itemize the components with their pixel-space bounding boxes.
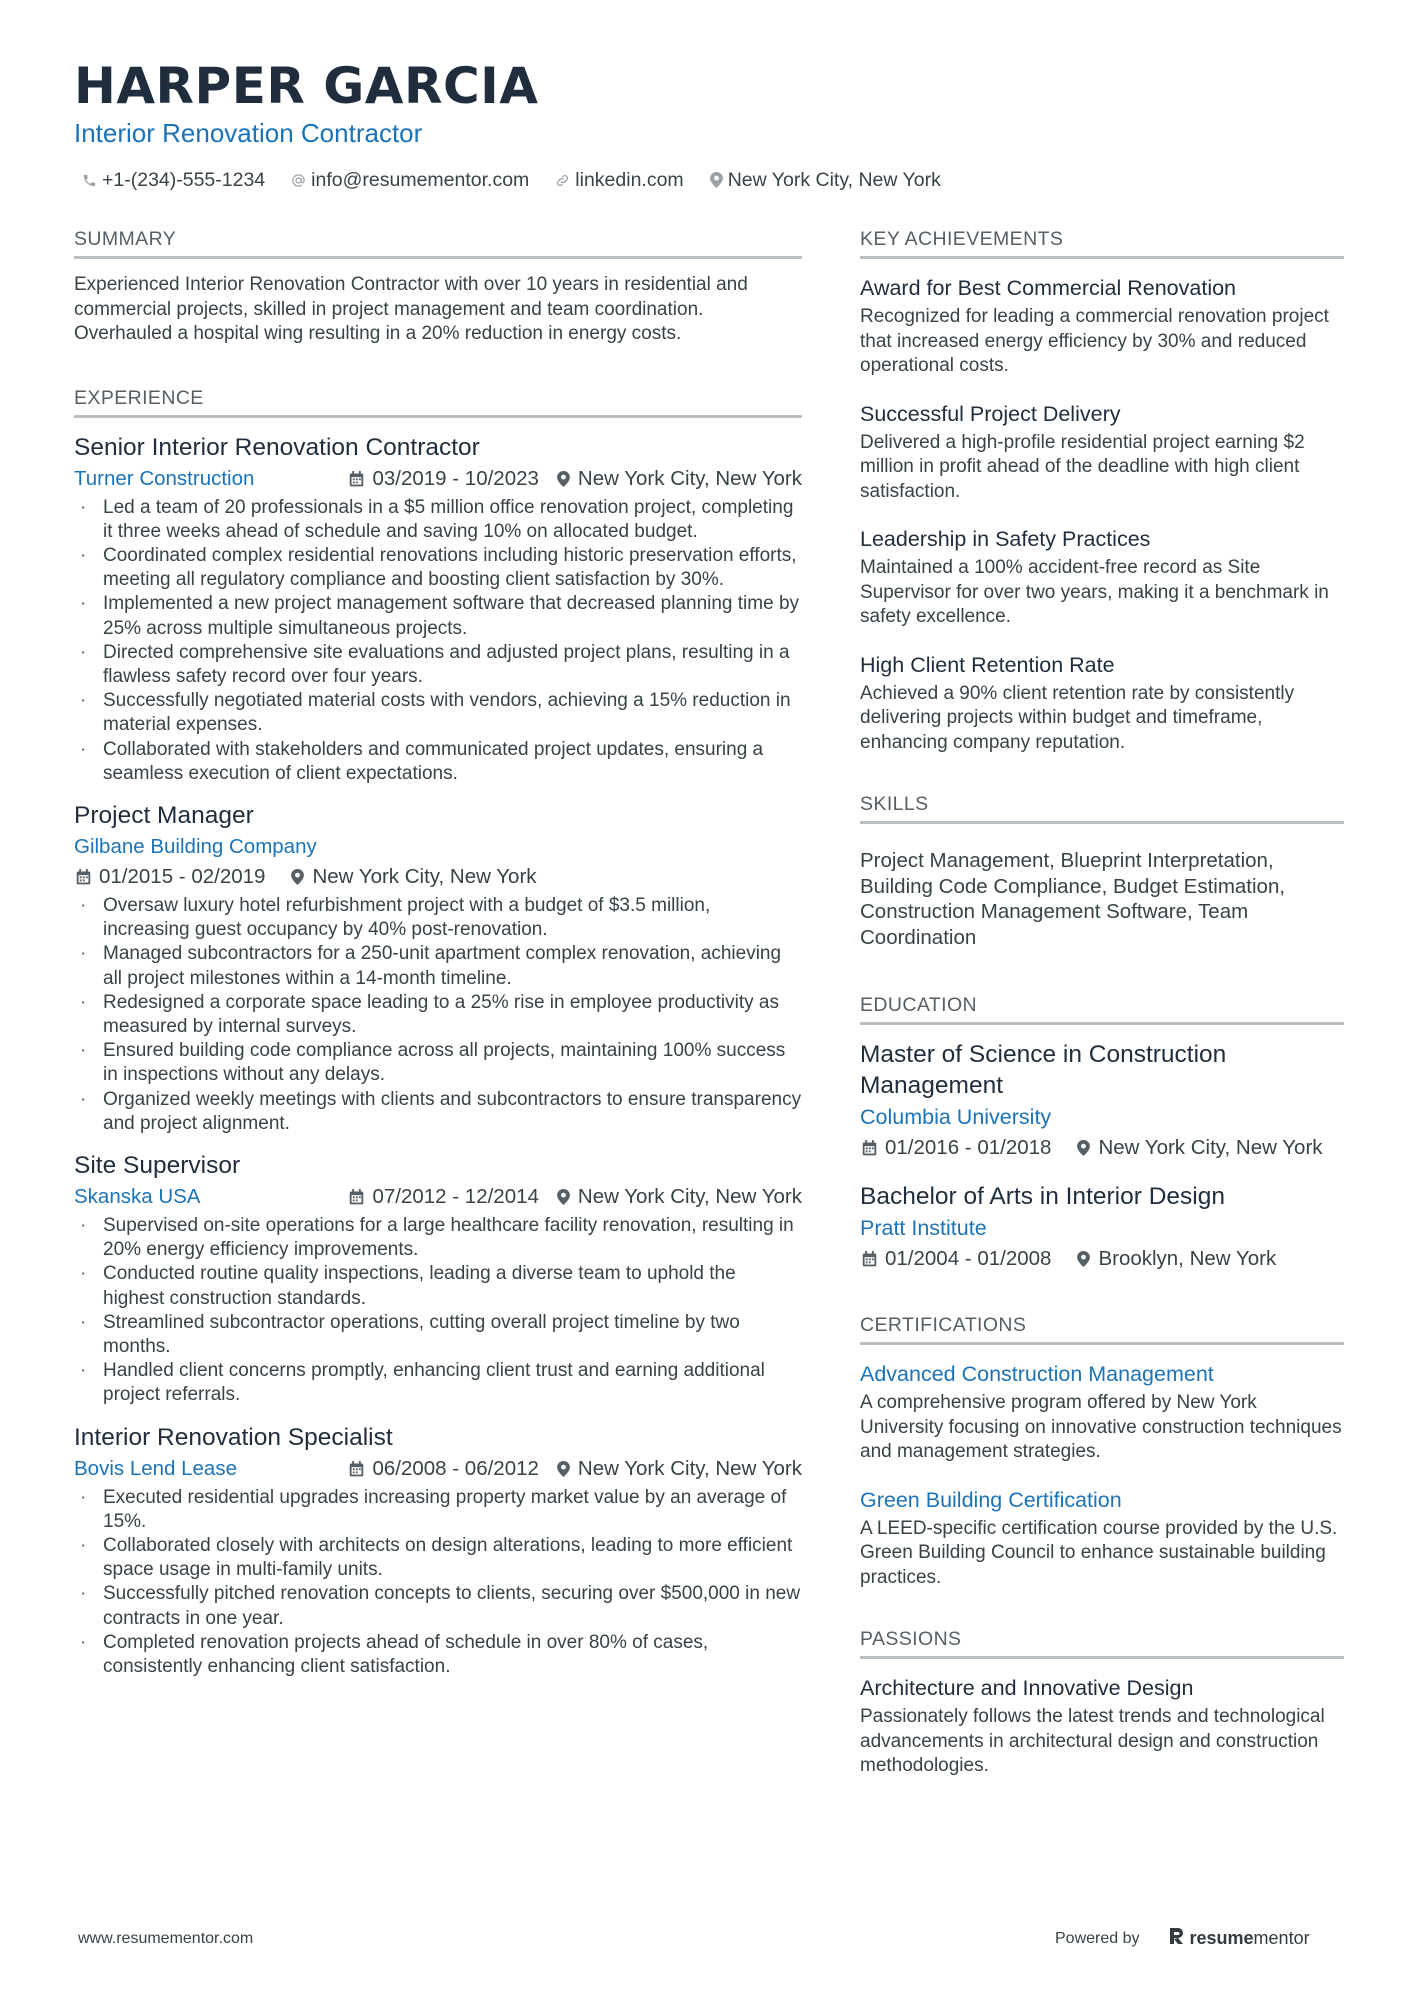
achievement-title: High Client Retention Rate [860, 652, 1115, 677]
certifications-section [860, 1314, 1344, 1590]
passions-heading: PASSIONS [860, 1628, 1344, 1659]
list-item: · Managed subcontractors for a 250-unit apartment complex renovation, achieving all project milestones within a 14-month timeline. [74, 942, 802, 990]
at-icon [291, 173, 306, 188]
calendar-icon [862, 1251, 877, 1267]
education-school: Pratt Institute [860, 1216, 987, 1240]
contact-phone [82, 169, 265, 192]
job-title: Interior Renovation Specialist [74, 1423, 393, 1451]
achievement-text: Recognized for leading a commercial renovation project that increased energy efficiency by 30% and reduced operational costs. [860, 306, 1329, 376]
list-item: · Collaborated with stakeholders and communicated project updates, ensuring a seamless execution of client expectations. [74, 738, 802, 786]
job-entry [74, 432, 802, 786]
job-meta-row [74, 862, 802, 892]
contact-bar [74, 169, 1344, 192]
job-dates-text: 06/2008 - 06/2012 [372, 1456, 539, 1480]
job-meta [74, 464, 802, 494]
calendar-icon [349, 471, 364, 487]
list-item: · Oversaw luxury hotel refurbishment project with a budget of $3.5 million, increasing guest occupancy by 40% post-renovation. [74, 894, 802, 942]
job-entry [74, 800, 802, 1136]
job-company: Skanska USA [74, 1184, 201, 1208]
job-meta [74, 1454, 802, 1484]
contact-email[interactable] [291, 169, 529, 192]
education-location [1077, 1244, 1276, 1274]
job-meta [74, 832, 802, 862]
education-degree: Bachelor of Arts in Interior Design [860, 1183, 1225, 1210]
right-column [860, 228, 1344, 1799]
job-bullets [74, 496, 802, 786]
education-section [860, 994, 1344, 1274]
brand-bold: resume [1189, 1928, 1254, 1948]
list-item: · Successfully negotiated material costs with vendors, achieving a 15% reduction in material expenses. [74, 689, 802, 737]
job-meta [74, 1182, 802, 1212]
job-company: Gilbane Building Company [74, 834, 317, 858]
education-heading: EDUCATION [860, 994, 1344, 1025]
certification-text: A LEED-specific certification course provided by the U.S. Green Building Council to enhance sustainable building practices. [860, 1517, 1338, 1588]
job-title: Site Supervisor [74, 1151, 241, 1179]
calendar-icon [349, 1461, 364, 1477]
email-text[interactable]: info@resumementor.com [311, 168, 530, 191]
resumementor-logo-icon [1168, 1926, 1186, 1951]
education-item [860, 1181, 1344, 1274]
contact-location [710, 169, 941, 192]
education-meta [860, 1133, 1344, 1163]
job-bullets [74, 1486, 802, 1680]
list-item: · Handled client concerns promptly, enhancing client trust and earning additional project referrals. [74, 1359, 802, 1407]
education-degree: Master of Science in Construction Management [860, 1041, 1227, 1099]
job-location-text: New York City, New York [577, 1456, 802, 1480]
candidate-role: Interior Renovation Contractor [74, 117, 423, 148]
education-location-text: New York City, New York [1098, 1136, 1323, 1159]
achievement-item [860, 650, 1344, 756]
job-location [557, 1182, 802, 1212]
map-pin-icon [557, 1189, 570, 1205]
certification-text: A comprehensive program offered by New York University focusing on innovative construction techniques and management strategies. [860, 1392, 1342, 1462]
list-item: · Completed renovation projects ahead of schedule in over 80% of cases, consistently enhancing client satisfaction. [74, 1631, 802, 1679]
summary-text: Experienced Interior Renovation Contractor with over 10 years in residential and commercial projects, skilled in project management and team coordination. Overhauled a hospital wing resulting in a 20% reduction in energy costs. [74, 274, 748, 344]
phone-icon [82, 173, 97, 188]
education-dates-text: 01/2004 - 01/2008 [885, 1247, 1052, 1270]
education-location [1077, 1133, 1322, 1163]
job-location-text: New York City, New York [577, 1184, 802, 1208]
list-item: · Led a team of 20 professionals in a $5 million office renovation project, completing it three weeks ahead of schedule and saving 10% on allocated budget. [74, 496, 802, 544]
job-entry [74, 1150, 802, 1408]
skills-text: Project Management, Blueprint Interpretation, Building Code Compliance, Budget Estimation, Construction Management Software, Team Coordination [860, 849, 1286, 949]
job-dates [349, 1182, 538, 1212]
candidate-name: HARPER GARCIA [74, 57, 539, 115]
education-item [860, 1039, 1344, 1163]
job-location [557, 1454, 802, 1484]
achievement-item [860, 399, 1344, 505]
achievement-title: Successful Project Delivery [860, 401, 1121, 426]
achievements-section [860, 228, 1344, 755]
linkedin-text[interactable]: linkedin.com [575, 168, 684, 191]
brand-logo[interactable] [1168, 1926, 1310, 1951]
passion-title: Architecture and Innovative Design [860, 1676, 1194, 1700]
job-dates-text: 03/2019 - 10/2023 [372, 466, 539, 490]
achievement-title: Leadership in Safety Practices [860, 527, 1151, 551]
map-pin-icon [291, 869, 304, 885]
list-item: · Conducted routine quality inspections, leading a diverse team to uphold the highest construction standards. [74, 1262, 802, 1310]
resume-header [74, 58, 1344, 192]
list-item: · Organized weekly meetings with clients and subcontractors to ensure transparency and project alignment. [74, 1088, 802, 1136]
job-location-text: New York City, New York [577, 466, 802, 490]
education-dates [862, 1133, 1051, 1163]
education-meta [860, 1244, 1344, 1274]
passions-section [860, 1628, 1344, 1779]
phone-text: +1-(234)-555-1234 [102, 168, 266, 191]
certification-title: Advanced Construction Management [860, 1362, 1214, 1386]
list-item: · Ensured building code compliance across all projects, maintaining 100% success in inspections without any delays. [74, 1039, 802, 1087]
link-icon [555, 173, 570, 188]
achievements-heading: KEY ACHIEVEMENTS [860, 228, 1344, 259]
list-item: · Implemented a new project management software that decreased planning time by 25% across multiple simultaneous projects. [74, 592, 802, 640]
achievement-text: Achieved a 90% client retention rate by consistently delivering projects within budget and timeframe, enhancing company reputation. [860, 682, 1295, 753]
certifications-heading: CERTIFICATIONS [860, 1314, 1344, 1345]
passion-text: Passionately follows the latest trends and technological advancements in architectural design and construction methodologies. [860, 1706, 1325, 1776]
summary-section [74, 228, 802, 347]
map-pin-icon [710, 172, 723, 188]
skills-section [860, 793, 1344, 950]
map-pin-icon [557, 1461, 570, 1477]
map-pin-icon [557, 471, 570, 487]
achievement-item [860, 524, 1344, 630]
experience-section [74, 387, 802, 1680]
experience-heading: EXPERIENCE [74, 387, 802, 418]
summary-heading: SUMMARY [74, 228, 802, 259]
job-dates [76, 862, 265, 892]
list-item: · Redesigned a corporate space leading to a 25% rise in employee productivity as measured by internal surveys. [74, 991, 802, 1039]
certification-item [860, 1359, 1344, 1465]
map-pin-icon [1077, 1140, 1090, 1156]
list-item: · Coordinated complex residential renovations including historic preservation efforts, meeting all regulatory compliance and boosting client satisfaction by 30%. [74, 544, 802, 592]
calendar-icon [862, 1140, 877, 1156]
job-location [291, 862, 536, 892]
job-company: Turner Construction [74, 466, 255, 490]
job-location [557, 464, 802, 494]
passion-item [860, 1673, 1344, 1779]
education-location-text: Brooklyn, New York [1098, 1247, 1277, 1270]
list-item: · Streamlined subcontractor operations, cutting overall project timeline by two months. [74, 1311, 802, 1359]
achievement-item [860, 273, 1344, 379]
left-column [74, 228, 802, 1679]
job-company: Bovis Lend Lease [74, 1456, 237, 1480]
contact-linkedin[interactable] [555, 169, 683, 192]
job-dates [349, 1454, 538, 1484]
achievement-title: Award for Best Commercial Renovation [860, 276, 1237, 300]
list-item: · Collaborated closely with architects on design alterations, leading to more efficient space usage in multi-family units. [74, 1534, 802, 1582]
brand-rest: mentor [1253, 1928, 1310, 1948]
education-school: Columbia University [860, 1105, 1052, 1129]
job-bullets [74, 1214, 802, 1408]
calendar-icon [76, 869, 91, 885]
education-dates-text: 01/2016 - 01/2018 [885, 1136, 1052, 1159]
location-text: New York City, New York [727, 168, 941, 191]
skills-heading: SKILLS [860, 793, 1344, 824]
job-dates [349, 464, 538, 494]
powered-by-label: Powered by [1055, 1929, 1140, 1947]
job-dates-text: 07/2012 - 12/2014 [372, 1184, 539, 1208]
certification-title: Green Building Certification [860, 1487, 1122, 1512]
achievement-text: Delivered a high-profile residential project earning $2 million in profit ahead of the deadline with high client satisfaction. [860, 431, 1305, 502]
list-item: · Supervised on-site operations for a large healthcare facility renovation, resulting in 20% energy efficiency improvements. [74, 1214, 802, 1262]
education-dates [862, 1244, 1051, 1274]
job-bullets [74, 894, 802, 1136]
job-title: Senior Interior Renovation Contractor [74, 433, 480, 461]
footer-branding [1055, 1926, 1310, 1951]
certification-item [860, 1485, 1344, 1591]
achievement-text: Maintained a 100% accident-free record as Site Supervisor for over two years, making it a benchmark in safety excellence. [860, 557, 1329, 627]
job-dates-text: 01/2015 - 02/2019 [99, 864, 266, 888]
list-item: · Successfully pitched renovation concepts to clients, securing over $500,000 in new contracts in one year. [74, 1582, 802, 1630]
job-entry [74, 1422, 802, 1680]
list-item: · Directed comprehensive site evaluations and adjusted project plans, resulting in a flawless safety record over four years. [74, 641, 802, 689]
job-title: Project Manager [74, 801, 254, 829]
calendar-icon [349, 1189, 364, 1205]
job-location-text: New York City, New York [312, 864, 537, 888]
list-item: · Executed residential upgrades increasing property market value by an average of 15%. [74, 1486, 802, 1534]
footer-website[interactable]: www.resumementor.com [78, 1930, 254, 1947]
map-pin-icon [1077, 1251, 1090, 1267]
